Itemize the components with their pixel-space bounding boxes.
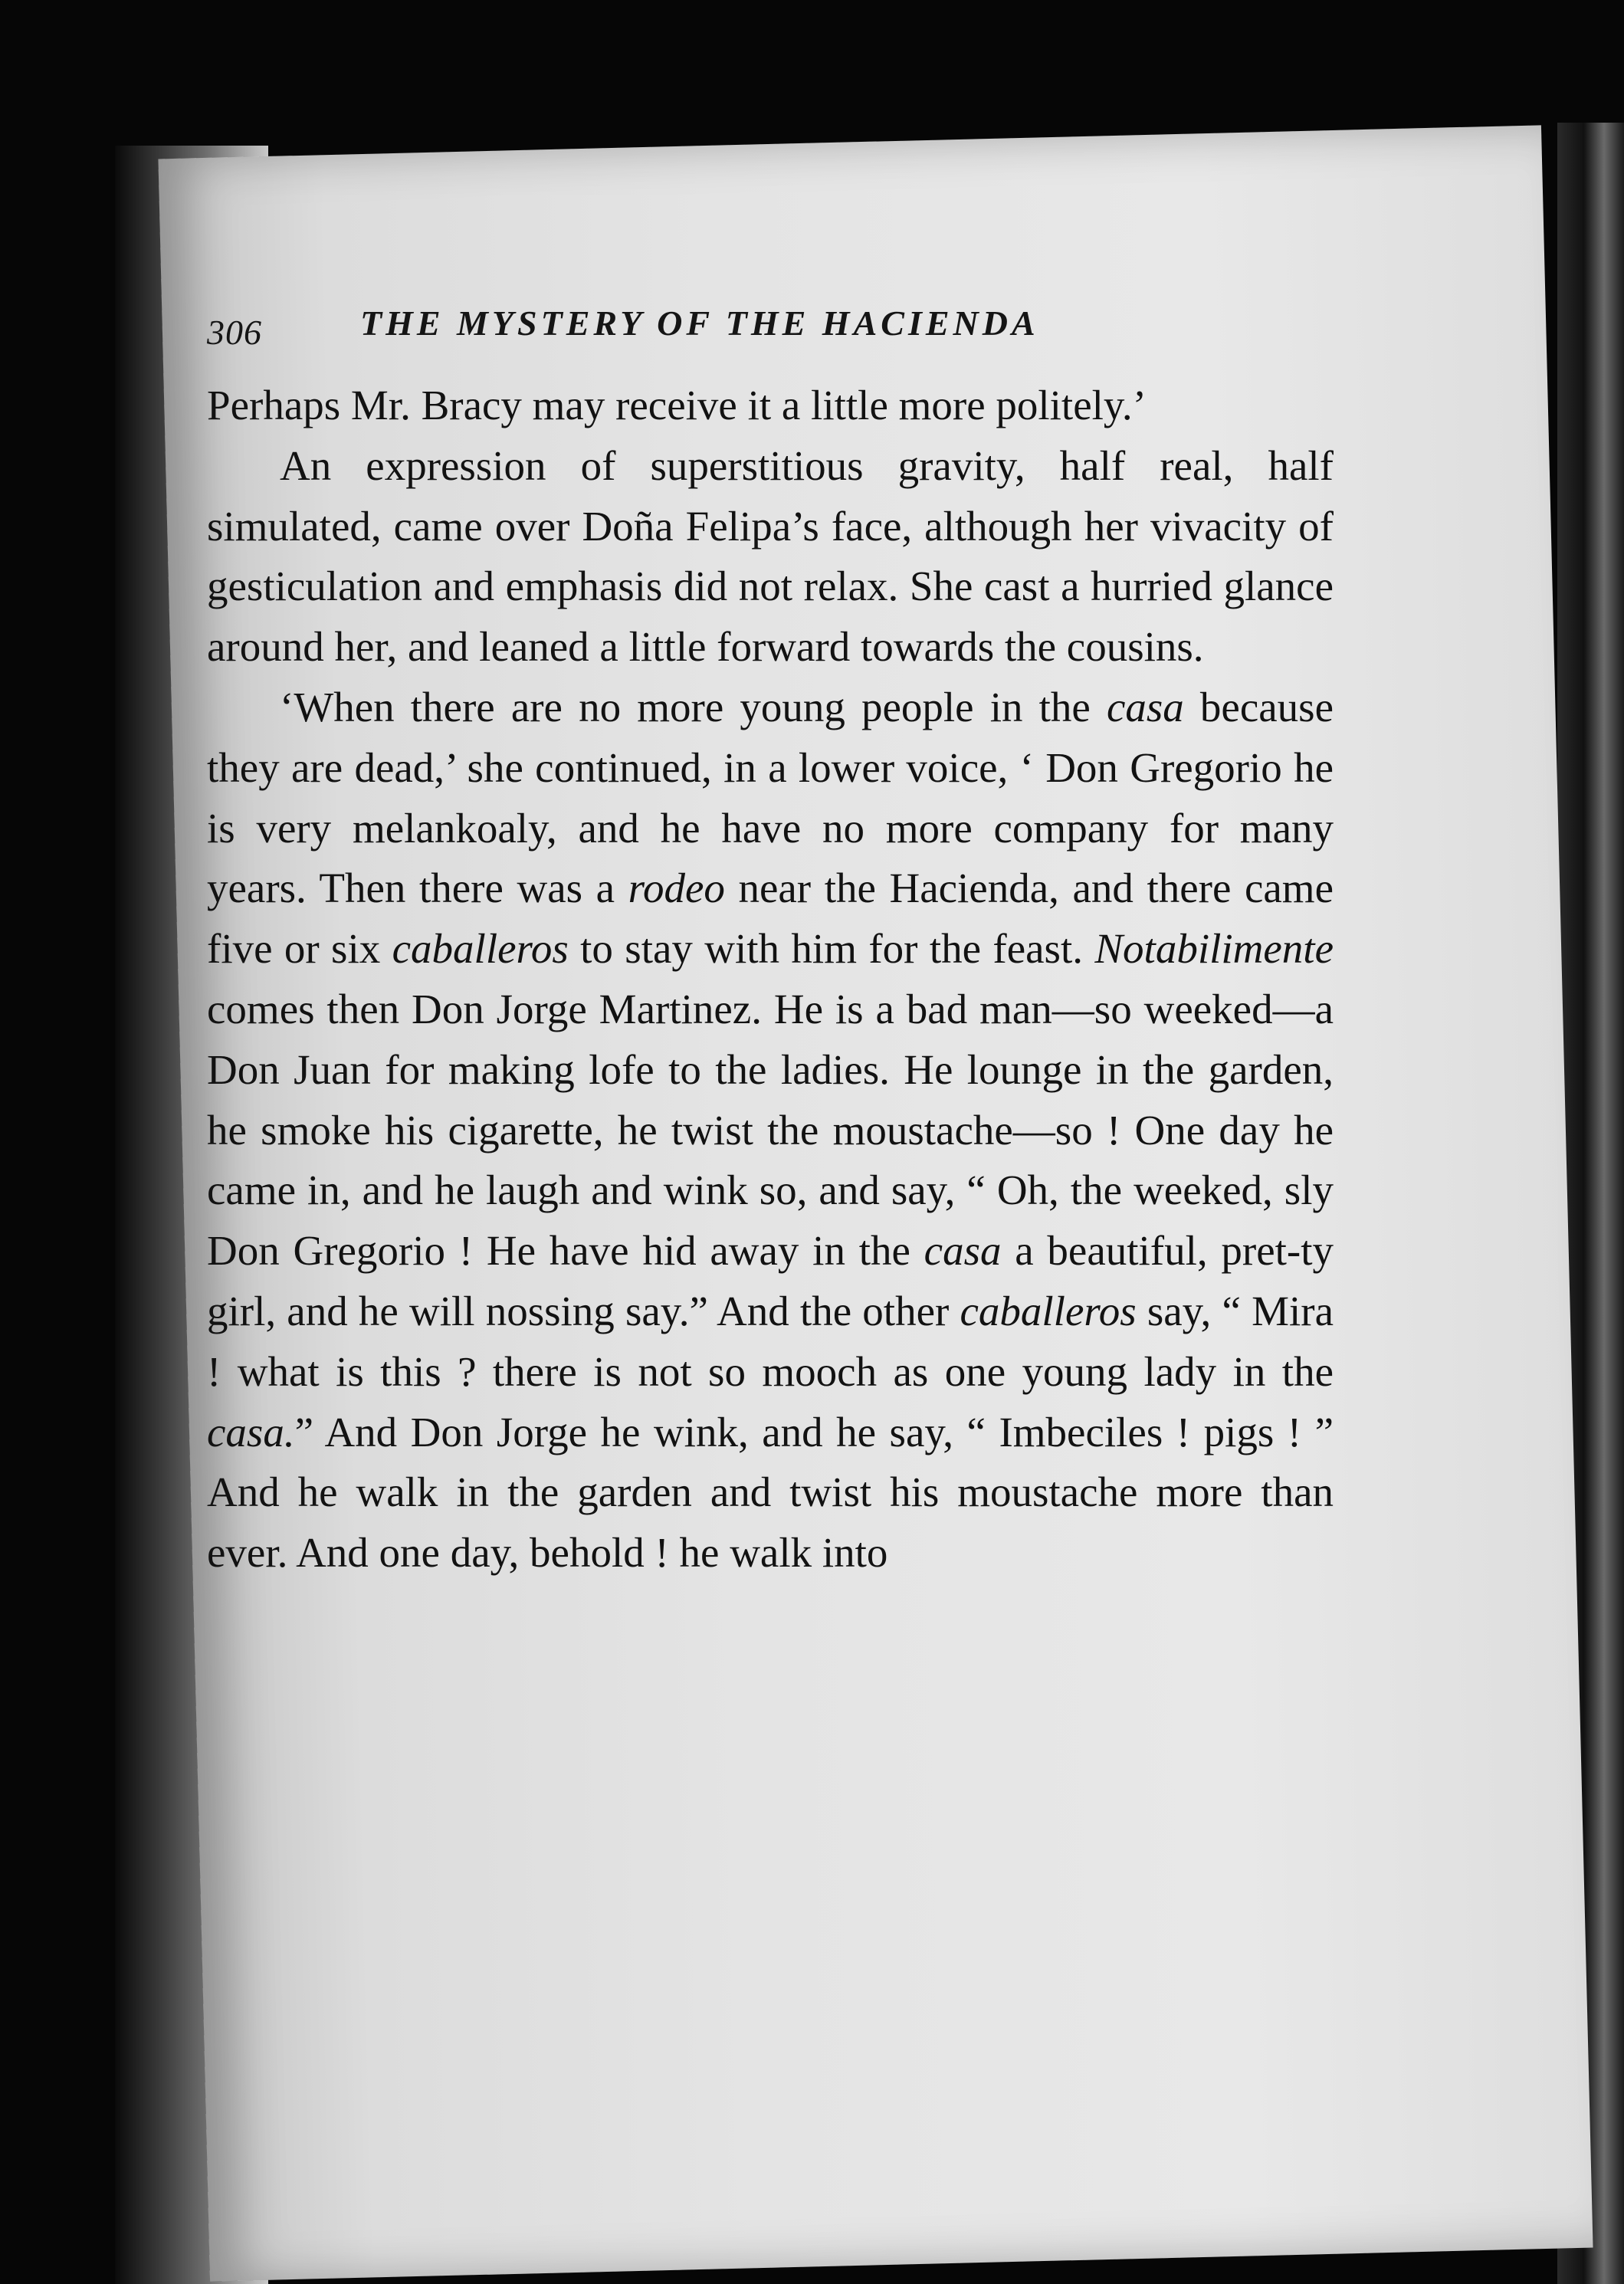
- paragraph-1: Perhaps Mr. Bracy may receive it a little more politely.’: [207, 382, 1147, 428]
- text-run: ‘When there are no more young people in the: [280, 683, 1107, 730]
- italic-word: casa: [1106, 683, 1184, 730]
- paragraph-2: An expression of superstitious gravity, half real, half simulated, came over Doña Felipa’s face, although her vivacity of gesticulation and emphasis did not relax. She cast a hurried glance around her, and leaned a little forward towards the cousins.: [207, 441, 1334, 671]
- italic-word: rodeo: [628, 865, 725, 912]
- italic-word: Notabilimente: [1094, 925, 1334, 973]
- text-run: a beautiful, pret-ty girl, and he will nossing say.” And the other: [207, 1227, 1334, 1334]
- text-run: near the Hacienda, and there came five or six: [207, 865, 1334, 973]
- page-number: 306: [207, 313, 262, 352]
- italic-word: casa.: [207, 1408, 295, 1455]
- text-run: to stay with him for the feast.: [568, 925, 1095, 973]
- text-run: say, “ Mira ! what is this ? there is not so mooch as one young lady in the: [207, 1287, 1334, 1395]
- italic-word: casa: [924, 1227, 1002, 1275]
- italic-word: caballeros: [960, 1287, 1137, 1334]
- running-title: THE MYSTERY OF THE HACIENDA: [360, 304, 1039, 343]
- text-run: comes then Don Jorge Martinez. He is a bad man—so weeked—a Don Juan for making lofe to the ladies. He lounge in the garden, he smoke his cigarette, he twist the moustache—so ! One day he came in, and he laugh and wink so, and say, “ Oh, the weeked, sly Don Gregorio ! He have hid away in the: [207, 985, 1334, 1275]
- text-run: because they are dead,’ she continued, in a lower voice, ‘ Don Gregorio he is very melankoaly, and he have no more company for many years. Then there was a: [207, 683, 1334, 912]
- italic-word: caballeros: [392, 925, 569, 973]
- text-run: ” And Don Jorge he wink, and he say, “ Imbeciles ! pigs ! ” And he walk in the garden and twist his moustache more than ever. And one day, behold ! he walk into: [207, 1408, 1334, 1577]
- paragraph-3: [207, 678, 1334, 1583]
- page-header: [207, 303, 1295, 364]
- body-text: [207, 376, 1334, 1583]
